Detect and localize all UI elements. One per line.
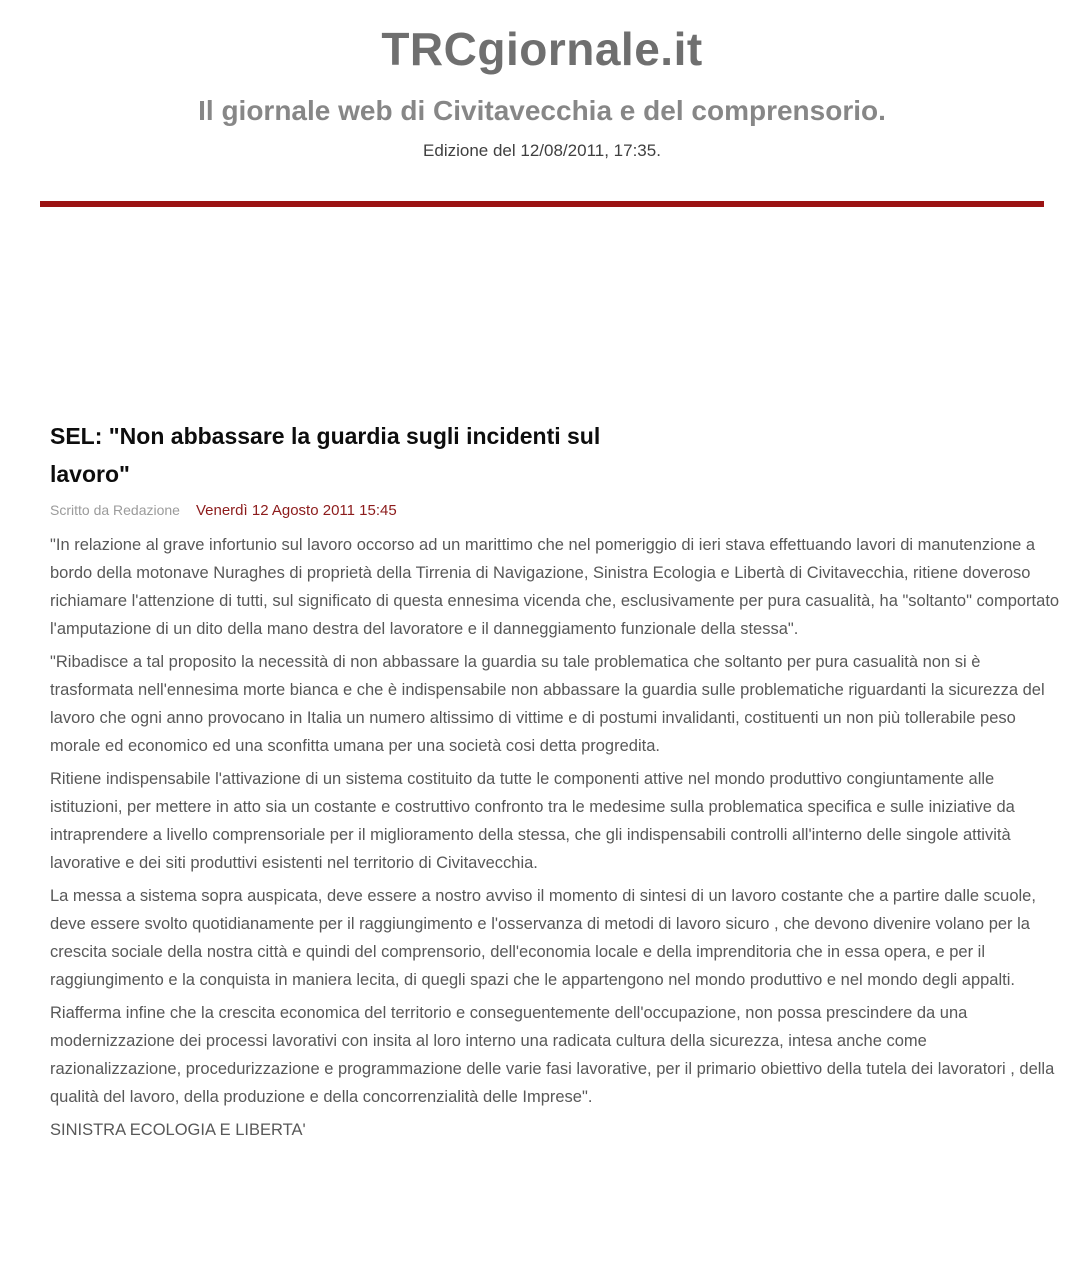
byline-author: Scritto da Redazione <box>50 502 180 519</box>
site-tagline: Il giornale web di Civitavecchia e del comprensorio. <box>198 94 886 126</box>
article-title: SEL: "Non abbassare la guardia sugli incidenti sul lavoro" <box>50 423 601 488</box>
article-body <box>50 531 1062 1111</box>
byline <box>50 502 1062 519</box>
article <box>0 417 1084 1144</box>
article-paragraph: Riafferma infine che la crescita economica del territorio e conseguentemente dell'occupazione, non possa prescindere da una modernizzazione dei processi lavorativi con insita al loro interno una radicata cultura della sicurezza, intesa anche come razionalizzazione, procedurizzazione e programmazione delle varie fasi lavorative, per il primario obiettivo della tutela dei lavoratori , della qualità del lavoro, della produzione e della concorrenzialità delle Imprese". <box>50 1004 1055 1107</box>
article-paragraph: "In relazione al grave infortunio sul lavoro occorso ad un marittimo che nel pomeriggio di ieri stava effettuando lavori di manutenzione a bordo della motonave Nuraghes di proprietà della Tirrenia di Navigazione, Sinistra Ecologia e Libertà di Civitavecchia, ritiene doveroso richiamare l'attenzione di tutti, sul significato di questa ennesima vicenda che, esclusivamente per pura casualità, ha "soltanto" comportato l'amputazione di un dito della mano destra del lavoratore e il danneggiamento funzionale della stessa". <box>50 536 1060 639</box>
article-paragraph: "Ribadisce a tal proposito la necessità di non abbassare la guardia su tale problematica che soltanto per pura casualità non si è trasformata nell'ennesima morte bianca e che è indispensabile non abbassare la guardia sulle problematiche riguardanti la sicurezza del lavoro che ogni anno provocano in Italia un numero altissimo di vittime e di postumi invalidanti, costituenti un non più tollerabile peso morale ed economico ed una sconfitta umana per una società cosi detta progredita. <box>50 653 1045 756</box>
edition-line: Edizione del 12/08/2011, 17:35. <box>423 141 661 161</box>
article-paragraph: La messa a sistema sopra auspicata, deve essere a nostro avviso il momento di sintesi di un lavoro costante che a partire dalle scuole, deve essere svolto quotidianamente per il raggiungimento e l'osservanza di metodi di lavoro sicuro , che devono divenire volano per la crescita sociale della nostra città e quindi del comprensorio, dell'economia locale e della imprenditoria che in essa opera, e per il raggiungimento e la conquista in maniera lecita, di quegli spazi che le appartengono nel mondo produttivo e nel mondo degli appalti. <box>50 887 1036 990</box>
masthead <box>0 0 1084 161</box>
article-paragraph: Ritiene indispensabile l'attivazione di un sistema costituito da tutte le componenti attive nel mondo produttivo congiuntamente alle istituzioni, per mettere in atto sia un costante e costruttivo confronto tra le medesime sulla problematica specifica e sulle iniziative da intraprendere a livello comprensoriale per il miglioramento della stessa, che gli indispensabili controlli all'interno delle singole attività lavorative e dei siti produttivi esistenti nel territorio di Civitavecchia. <box>50 770 1015 873</box>
red-divider <box>40 201 1044 207</box>
site-title: TRCgiornale.it <box>381 23 703 75</box>
byline-date: Venerdì 12 Agosto 2011 15:45 <box>195 502 397 520</box>
article-signature: SINISTRA ECOLOGIA E LIBERTA' <box>50 1121 306 1140</box>
